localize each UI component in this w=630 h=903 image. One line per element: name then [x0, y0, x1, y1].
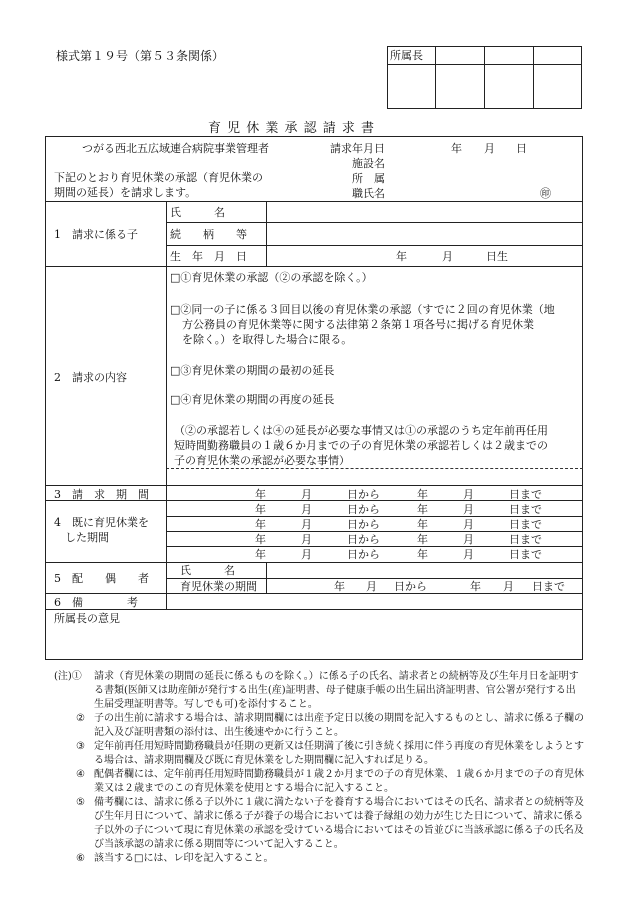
- note-mark-2: ②: [76, 713, 85, 724]
- remarks-section-label: 6 備 考: [54, 596, 138, 609]
- child-section-label: 1 請求に係る子: [54, 228, 138, 241]
- spouse-section-label: 5 配 偶 者: [54, 572, 149, 585]
- seal-mark: ㊞: [540, 187, 551, 200]
- option-2-text-2: 方公務員の育児休業等に関する法律第２条第１項各号に掲げる育児休業: [182, 318, 534, 331]
- note-mark-3: ③: [76, 741, 85, 752]
- date-month: 月: [484, 142, 495, 155]
- reason-text-1: （②の承認若しくは④の延長が必要な事情又は①の承認のうち定年前再任用: [174, 424, 548, 437]
- date-year: 年: [451, 142, 462, 155]
- spouse-leave-label: 育児休業の期間: [180, 580, 257, 593]
- reason-text-2: 短時間勤務職員の１歳６か月までの子の育児休業の承認若しくは２歳までの: [174, 439, 548, 452]
- spouse-name-label: 氏 名: [180, 564, 235, 577]
- note-1: 請求（育児休業の期間の延長に係るものを除く。）に係る子の氏名、請求者との続柄等及び生年月日を証明する書類(医師又は助産師が発行する出生(産)証明書、母子健康手帳の出生届出済証明書、官公署が発行する出生届受理証明書等。写しでも可)を添付すること。: [94, 671, 579, 710]
- child-birth-day: 日生: [486, 250, 508, 263]
- option-2-text-3: を除く。）を取得した場合に限る。: [182, 333, 353, 346]
- form-number: 様式第１９号（第５３条関係）: [56, 49, 225, 63]
- reason-text-3: 子の育児休業の承認が必要な事情）: [174, 454, 350, 467]
- note-mark-6: ⑥: [76, 853, 85, 864]
- request-text-1: 下記のとおり育児休業の承認（育児休業の: [54, 171, 263, 184]
- period-section-label: 3 請 求 期 間: [54, 488, 149, 501]
- note-mark-4: ④: [76, 769, 85, 780]
- content-section-label: 2 請求の内容: [54, 371, 127, 384]
- note-6: 該当する□には、レ印を記入すること。: [94, 853, 274, 864]
- page-title: 育 児 休 業 承 認 請 求 書: [208, 121, 376, 136]
- note-3: 定年前再任用短時間勤務職員が任期の更新又は任期満了後に引き続く採用に伴う再度の育児休業をしようとする場合は、請求期間欄及び既に育児休業をした期間欄に記入すれば足りる。: [94, 741, 584, 766]
- note-mark-1: (注)①: [54, 671, 82, 682]
- opinion-label: 所属長の意見: [54, 612, 120, 625]
- child-birth-year: 年: [396, 250, 407, 263]
- position-name-label: 職氏名: [352, 187, 385, 200]
- facility-label: 施設名: [352, 157, 385, 170]
- past-section-label-2: した期間: [65, 531, 109, 544]
- note-5: 備考欄には、請求に係る子以外に１歳に満たない子を養育する場合においてはその氏名、請求者との続柄等及び生年月日について、請求に係る子が養子の場合においては養子縁組の効力が生じた日について、請求に係る子以外の子について現に育児休業の承認を受けている場合においてはその旨並びに当該承認に係る子の氏名及び当該承認の請求に係る期間等について記入すること。: [94, 797, 584, 850]
- child-birth-month: 月: [442, 250, 453, 263]
- date-day: 日: [516, 142, 527, 155]
- option-1-checkbox[interactable]: □①育児休業の承認（②の承認を除く。）: [170, 271, 373, 284]
- child-birth-label: 生 年 月 日: [170, 250, 247, 263]
- option-2-checkbox[interactable]: □②同一の子に係る３回目以後の育児休業の承認（すでに２回の育児休業（地: [170, 303, 555, 316]
- request-text-2: 期間の延長）を請求します。: [54, 186, 197, 199]
- addressee: つがる西北五広域連合病院事業管理者: [82, 142, 269, 155]
- note-mark-5: ⑤: [76, 797, 85, 808]
- note-4: 配偶者欄には、定年前再任用短時間勤務職員が１歳２か月までの子の育児休業、１歳６か月までの子の育児休業又は２歳までのこの育児休業を使用とする場合に記入すること。: [94, 769, 584, 794]
- affiliation-label: 所 属: [352, 172, 385, 185]
- child-relation-label: 続 柄 等: [170, 228, 247, 241]
- date-label: 請求年月日: [330, 142, 385, 155]
- stamp-box-label: 所属長: [390, 49, 423, 62]
- past-section-label-1: 4 既に育児休業を: [54, 516, 149, 529]
- note-2: 子の出生前に請求する場合は、請求期間欄には出産予定日以後の期間を記入するものとし、請求に係る子欄の記入及び証明書類の添付は、出生後速やかに行うこと。: [94, 713, 584, 738]
- option-4-checkbox[interactable]: □④育児休業の期間の再度の延長: [170, 393, 335, 406]
- child-name-label: 氏 名: [170, 206, 225, 219]
- option-3-checkbox[interactable]: □③育児休業の期間の最初の延長: [170, 364, 335, 377]
